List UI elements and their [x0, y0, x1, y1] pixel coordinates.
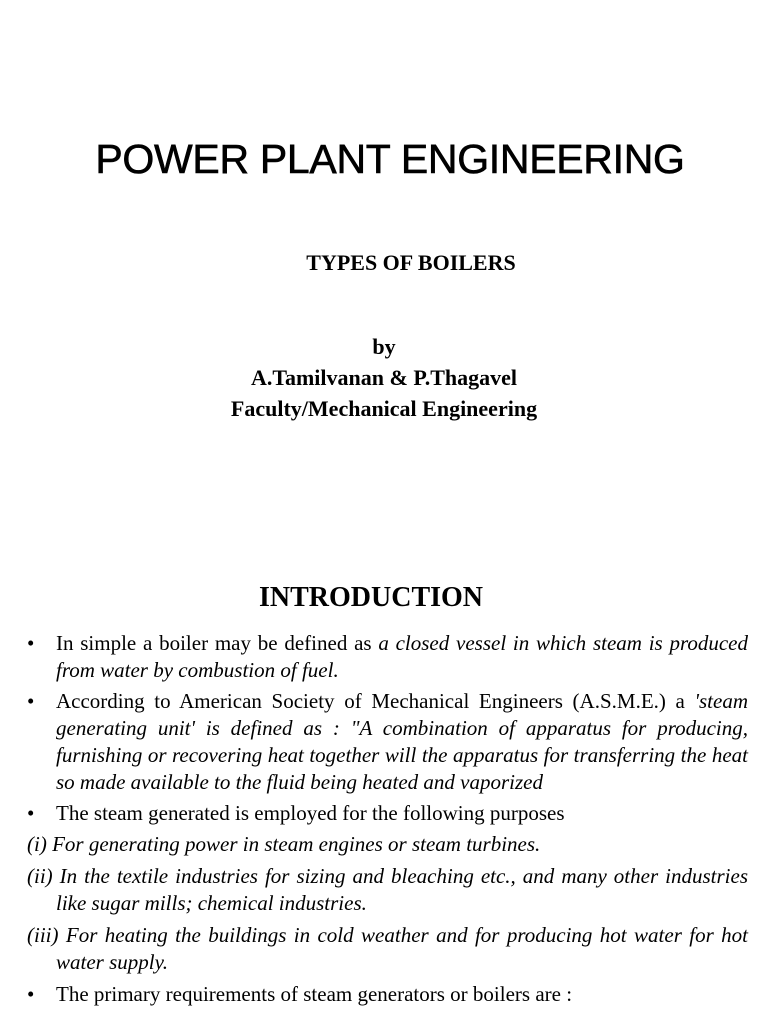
purpose-item-3: (iii) For heating the buildings in cold weather and for producing hot water for hot water supply. [27, 923, 748, 974]
purpose-item-1: (i) For generating power in steam engines or steam turbines. [27, 832, 541, 856]
byline-affiliation: Faculty/Mechanical Engineering [230, 396, 538, 421]
byline-by: by [372, 334, 396, 359]
bullet-italic-text: a closed vessel in which steam is produced from water by combustion of fuel. [56, 631, 749, 682]
slide-title: POWER PLANT ENGINEERING [95, 136, 685, 182]
bullet-item-purposes [27, 800, 748, 827]
introduction-body [27, 630, 748, 1012]
bullet-marker: • [27, 801, 35, 825]
bullet-item-requirements [27, 981, 748, 1008]
bullet-item-asme [27, 688, 748, 796]
byline [0, 331, 768, 424]
bullet-marker: • [27, 982, 35, 1006]
bullet-marker: • [27, 689, 35, 713]
bullet-text: According to American Society of Mechanical Engineers (A.S.M.E.) a [56, 689, 695, 713]
bullet-item-definition [27, 630, 748, 684]
bullet-text: The primary requirements of steam generators or boilers are : [56, 982, 573, 1006]
bullet-text: The steam generated is employed for the following purposes [56, 801, 565, 825]
purpose-item-2: (ii) In the textile industries for sizing and bleaching etc., and many other industries like sugar mills; chemical industries. [27, 864, 748, 915]
section-heading: INTRODUCTION [258, 582, 484, 613]
byline-authors: A.Tamilvanan & P.Thagavel [250, 365, 518, 390]
slide-subtitle: TYPES OF BOILERS [306, 250, 516, 275]
bullet-italic-text: 'steam generating unit' is defined as : "A combination of apparatus for producing, furnishing or recovering heat together will the apparatus for transferring the heat so made available to the fluid being heated and vaporized [56, 689, 748, 794]
bullet-text: In simple a boiler may be defined as [56, 631, 379, 655]
bullet-marker: • [27, 631, 35, 655]
